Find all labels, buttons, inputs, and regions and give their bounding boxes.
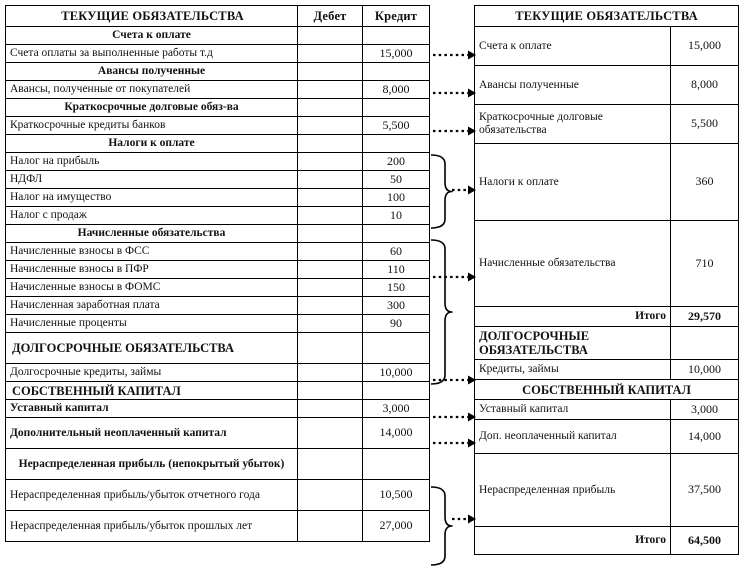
summary-row-label: ДОЛГОСРОЧНЫЕ ОБЯЗАТЕЛЬСТВА [475, 327, 671, 360]
table-row [6, 261, 430, 279]
row-credit-value: 8,000 [363, 81, 430, 99]
table-row [475, 307, 739, 327]
row-debit-value [298, 315, 363, 333]
row-label: Начисленные взносы в ФСС [6, 243, 298, 261]
table-row [6, 400, 430, 418]
row-label: Налог с продаж [6, 207, 298, 225]
row-label: Авансы, полученные от покупателей [6, 81, 298, 99]
summary-row-label: Начисленные обязательства [475, 221, 671, 307]
row-credit-value: 90 [363, 315, 430, 333]
summary-row-label: Налоги к оплате [475, 144, 671, 221]
arrow-advances [433, 89, 476, 98]
table-row [6, 243, 430, 261]
summary-row-value: 64,500 [671, 527, 739, 555]
row-label: Нераспределенная прибыль/убыток отчетного года [6, 480, 298, 511]
row-debit-value [298, 297, 363, 315]
arrow-long-term-loans [433, 376, 476, 385]
row-debit-value [298, 261, 363, 279]
summary-row-label: Итого [475, 527, 671, 555]
summary-row-value: 15,000 [671, 27, 739, 66]
row-credit-value [363, 382, 430, 400]
table-row [475, 420, 739, 454]
row-credit-value [363, 27, 430, 45]
detailed-balance-table [5, 5, 430, 542]
row-credit-value [363, 135, 430, 153]
table-row [6, 333, 430, 364]
summary-row-label: Доп. неоплаченный капитал [475, 420, 671, 454]
row-credit-value: 100 [363, 189, 430, 207]
row-debit-value [298, 117, 363, 135]
row-credit-value [363, 63, 430, 81]
brace-retained-earnings [431, 487, 452, 565]
row-credit-value [363, 333, 430, 364]
row-credit-value: 150 [363, 279, 430, 297]
table-row [475, 221, 739, 307]
row-label: Начисленные взносы в ФОМС [6, 279, 298, 297]
table-row [475, 66, 739, 105]
summary-row-value: 10,000 [671, 360, 739, 380]
summary-row-value: 710 [671, 221, 739, 307]
arrow-retained-earnings [452, 515, 476, 524]
summary-table-head [475, 6, 739, 27]
table-row [6, 117, 430, 135]
row-label: Налог на имущество [6, 189, 298, 207]
table-row [475, 400, 739, 420]
table-header-row [6, 6, 430, 27]
row-label: Налог на прибыль [6, 153, 298, 171]
table-row [6, 449, 430, 480]
detailed-table-head [6, 6, 430, 27]
table-row [6, 511, 430, 542]
row-label: Краткосрочные долговые обяз-ва [6, 99, 298, 117]
table-row [475, 27, 739, 66]
row-label: Авансы полученные [6, 63, 298, 81]
row-debit-value [298, 511, 363, 542]
row-credit-value [363, 99, 430, 117]
table-row [475, 527, 739, 555]
detailed-table-body [6, 27, 430, 542]
table-row [475, 327, 739, 360]
table-row [475, 380, 739, 400]
arrow-accrued-liabilities [433, 273, 476, 282]
summary-table-body [475, 27, 739, 555]
row-credit-value: 14,000 [363, 418, 430, 449]
row-credit-value: 27,000 [363, 511, 430, 542]
table-row [6, 81, 430, 99]
row-credit-value: 10 [363, 207, 430, 225]
row-label: Нераспределенная прибыль/убыток прошлых лет [6, 511, 298, 542]
row-credit-value: 50 [363, 171, 430, 189]
arrow-accounts-payable [433, 51, 476, 60]
arrow-taxes-payable [452, 186, 476, 195]
summary-row-label: Счета к оплате [475, 27, 671, 66]
table-row [6, 297, 430, 315]
row-label: Начисленные проценты [6, 315, 298, 333]
summary-row-value: 8,000 [671, 66, 739, 105]
table-row [6, 99, 430, 117]
row-label: Счета оплаты за выполненные работы т.д [6, 45, 298, 63]
row-debit-value [298, 153, 363, 171]
row-debit-value [298, 480, 363, 511]
row-debit-value [298, 99, 363, 117]
table-row [6, 171, 430, 189]
arrow-additional-capital [433, 439, 476, 448]
row-credit-value: 5,500 [363, 117, 430, 135]
row-credit-value: 15,000 [363, 45, 430, 63]
row-debit-value [298, 400, 363, 418]
summary-header-row [475, 6, 739, 27]
row-credit-value: 200 [363, 153, 430, 171]
row-label: Начисленная заработная плата [6, 297, 298, 315]
row-label: НДФЛ [6, 171, 298, 189]
row-debit-value [298, 63, 363, 81]
summary-row-value: 360 [671, 144, 739, 221]
table-row [6, 45, 430, 63]
summary-row-label: Краткосрочные долговые обязательства [475, 105, 671, 144]
detailed-balance-table-wrapper [5, 5, 429, 542]
row-credit-value: 10,000 [363, 364, 430, 382]
summary-row-label: Нераспределенная прибыль [475, 454, 671, 527]
row-credit-value [363, 449, 430, 480]
row-debit-value [298, 189, 363, 207]
table-row [6, 63, 430, 81]
table-row [6, 480, 430, 511]
header-credit: Кредит [363, 6, 430, 27]
table-row [475, 144, 739, 221]
table-row [6, 153, 430, 171]
summary-row-value: 3,000 [671, 400, 739, 420]
arrow-charter-capital [433, 413, 476, 422]
table-row [6, 135, 430, 153]
row-credit-value: 3,000 [363, 400, 430, 418]
summary-balance-table [474, 5, 739, 555]
row-debit-value [298, 382, 363, 400]
summary-row-value: 14,000 [671, 420, 739, 454]
table-row [6, 418, 430, 449]
table-row [475, 360, 739, 380]
row-credit-value: 60 [363, 243, 430, 261]
row-label: Долгосрочные кредиты, займы [6, 364, 298, 382]
row-credit-value: 10,500 [363, 480, 430, 511]
header-debit: Дебет [298, 6, 363, 27]
row-debit-value [298, 81, 363, 99]
row-debit-value [298, 243, 363, 261]
table-row [6, 27, 430, 45]
row-label: Нераспределенная прибыль (непокрытый убыток) [6, 449, 298, 480]
row-debit-value [298, 27, 363, 45]
summary-row-label: Кредиты, займы [475, 360, 671, 380]
table-row [475, 105, 739, 144]
row-credit-value: 110 [363, 261, 430, 279]
summary-row-label: Авансы полученные [475, 66, 671, 105]
table-row [6, 207, 430, 225]
summary-row-label: Уставный капитал [475, 400, 671, 420]
summary-row-value [671, 327, 739, 360]
row-debit-value [298, 207, 363, 225]
row-label: Счета к оплате [6, 27, 298, 45]
row-debit-value [298, 45, 363, 63]
row-debit-value [298, 171, 363, 189]
table-row [6, 364, 430, 382]
row-debit-value [298, 364, 363, 382]
summary-row-value: 29,570 [671, 307, 739, 327]
table-row [6, 225, 430, 243]
row-debit-value [298, 418, 363, 449]
row-debit-value [298, 449, 363, 480]
table-row [6, 279, 430, 297]
row-credit-value: 300 [363, 297, 430, 315]
summary-header-current-liabilities: ТЕКУЩИЕ ОБЯЗАТЕЛЬСТВА [475, 6, 739, 27]
row-label: Налоги к оплате [6, 135, 298, 153]
row-label: Начисленные взносы в ПФР [6, 261, 298, 279]
row-label: Дополнительный неоплаченный капитал [6, 418, 298, 449]
row-debit-value [298, 135, 363, 153]
summary-row-value: 37,500 [671, 454, 739, 527]
summary-row-value: 5,500 [671, 105, 739, 144]
brace-accrued-liabilities [431, 240, 452, 384]
table-row [475, 454, 739, 527]
row-debit-value [298, 225, 363, 243]
brace-taxes-payable [431, 155, 452, 228]
row-label: ДОЛГОСРОЧНЫЕ ОБЯЗАТЕЛЬСТВА [6, 333, 298, 364]
summary-row-label: СОБСТВЕННЫЙ КАПИТАЛ [475, 380, 739, 400]
table-row [6, 382, 430, 400]
table-row [6, 315, 430, 333]
table-row [6, 189, 430, 207]
row-label: СОБСТВЕННЫЙ КАПИТАЛ [6, 382, 298, 400]
arrow-short-term-debt [433, 127, 476, 136]
row-label: Начисленные обязательства [6, 225, 298, 243]
row-label: Уставный капитал [6, 400, 298, 418]
summary-row-label: Итого [475, 307, 671, 327]
header-current-liabilities: ТЕКУЩИЕ ОБЯЗАТЕЛЬСТВА [6, 6, 298, 27]
row-label: Краткосрочные кредиты банков [6, 117, 298, 135]
row-credit-value [363, 225, 430, 243]
row-debit-value [298, 279, 363, 297]
row-debit-value [298, 333, 363, 364]
summary-balance-table-wrapper [474, 5, 738, 555]
